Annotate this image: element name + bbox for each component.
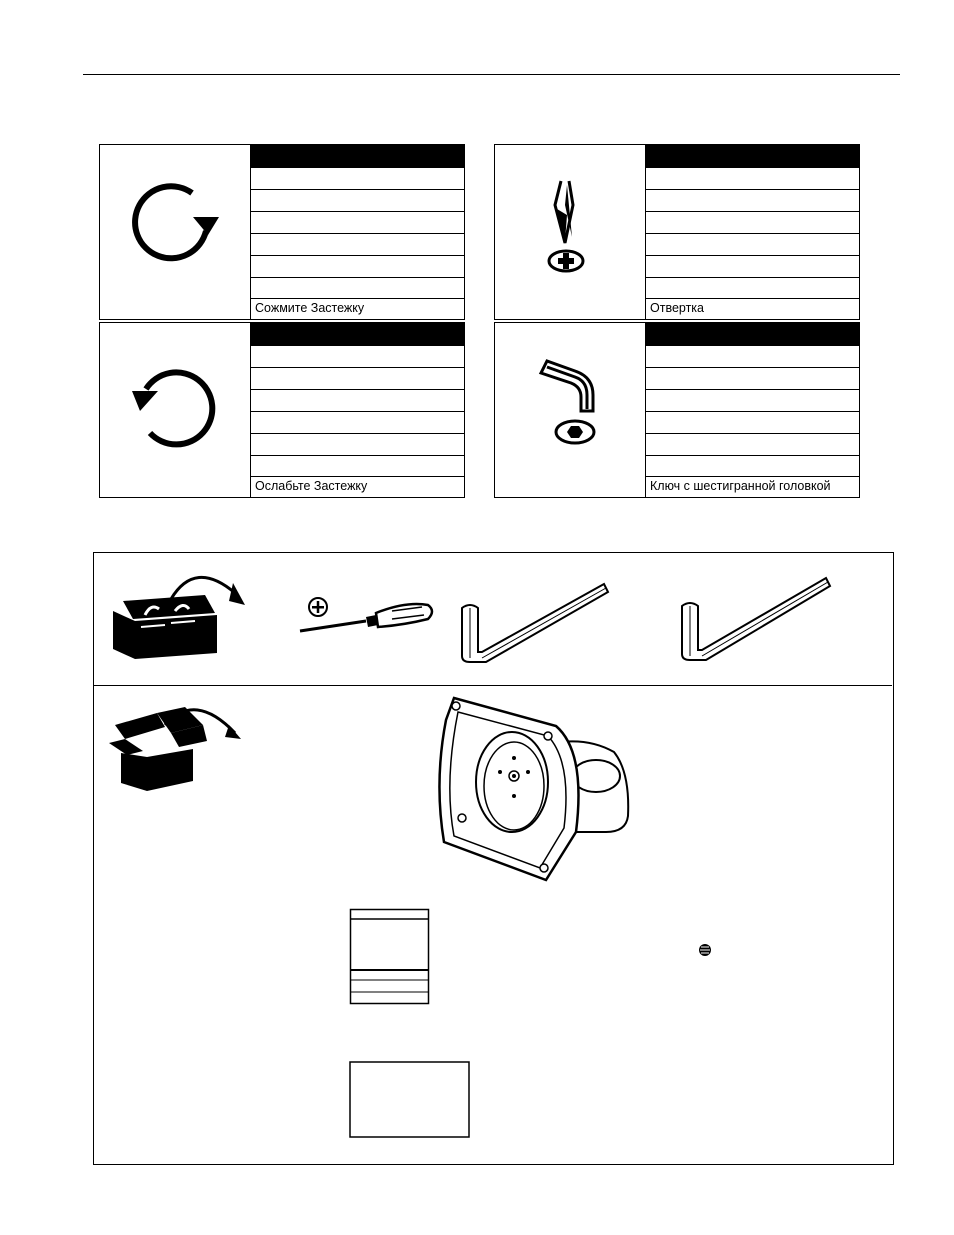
hex-key-icon — [495, 323, 645, 499]
instruction-card-icon — [349, 1061, 471, 1139]
header-rule — [83, 74, 900, 75]
clockwise-arrow-icon — [100, 145, 250, 321]
phillips-screwdriver-icon — [296, 595, 436, 640]
open-box-icon — [105, 695, 245, 795]
legend-caption: Отвертка — [650, 301, 704, 315]
hex-key-large-icon — [456, 578, 621, 666]
toolbox-icon — [105, 565, 250, 665]
mount-bracket-icon — [436, 692, 636, 892]
legend-caption: Ключ с шестигранной головкой — [650, 479, 831, 493]
hex-key-small-icon — [676, 576, 841, 664]
legend-tighten — [99, 144, 465, 320]
hardware-bag-icon — [349, 908, 431, 1006]
legend-caption: Ослабьте Застежку — [255, 479, 368, 493]
legend-screwdriver — [494, 144, 860, 320]
set-screw-icon — [696, 942, 714, 958]
counterclockwise-arrow-icon — [100, 323, 250, 499]
legend-caption: Сожмите Застежку — [255, 301, 365, 315]
parts-divider — [93, 685, 892, 686]
legend-loosen — [99, 322, 465, 498]
legend-header — [251, 145, 464, 167]
phillips-screwdriver-icon — [495, 145, 645, 321]
legend-hex-key — [494, 322, 860, 498]
